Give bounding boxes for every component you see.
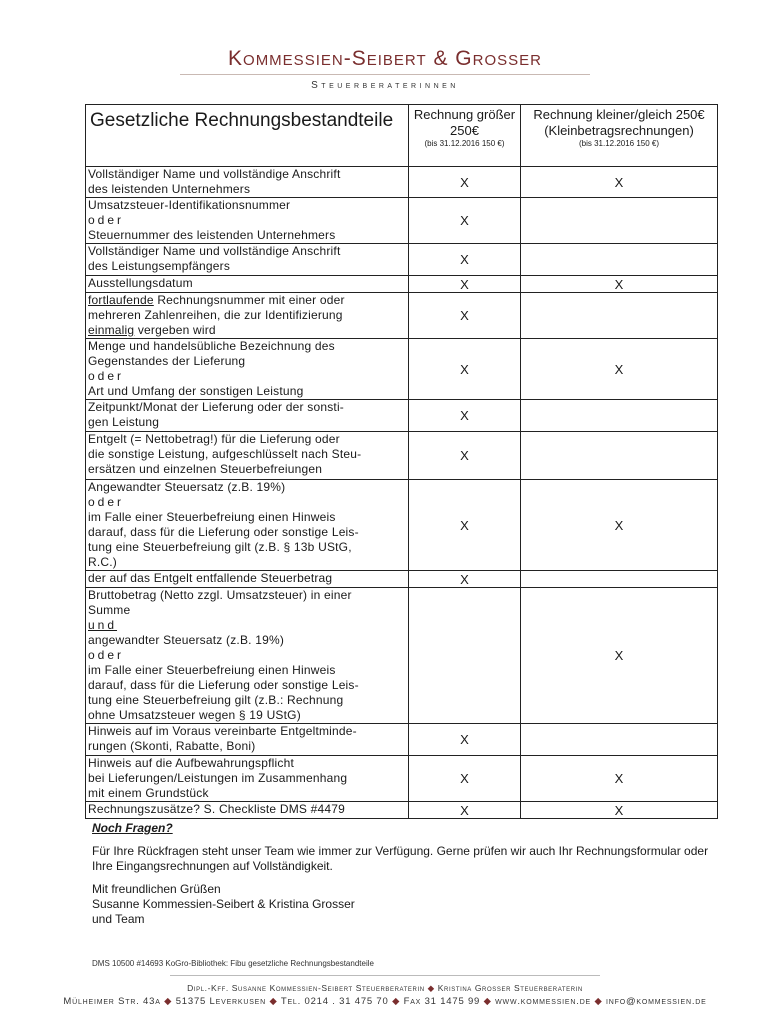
requirement-line: ersätzen und einzelnen Steuerbefreiungen: [88, 462, 323, 476]
requirement-text: [86, 339, 409, 400]
requirement-line: Hinweis auf im Voraus vereinbarte Entgeltminde-: [88, 724, 357, 738]
table-row: [86, 276, 718, 293]
large-invoice-mark: X: [409, 293, 521, 339]
large-invoice-mark: [409, 588, 521, 724]
table-row: [86, 802, 718, 819]
requirement-line: oder: [88, 648, 125, 662]
requirement-text: [86, 244, 409, 276]
requirement-line: Menge und handelsübliche Bezeichnung des: [88, 339, 335, 353]
company-subtitle: Steuerberaterinnen: [311, 80, 459, 91]
table-row: [86, 198, 718, 244]
requirement-line: oder: [88, 213, 125, 227]
closing-paragraph: Für Ihre Rückfragen steht unser Team wie immer zur Verfügung. Gerne prüfen wir auch Ihr Rechnungsformular oder Ihre Eingangsrechnungen auf Vollständigkeit.: [92, 844, 709, 873]
large-invoice-mark: X: [409, 432, 521, 480]
requirement-line: angewandter Steuersatz (z.B. 19%): [88, 633, 285, 647]
large-invoice-mark: X: [409, 400, 521, 432]
requirement-line: des leistenden Unternehmers: [88, 182, 251, 196]
large-invoice-mark: X: [409, 339, 521, 400]
table-row: [86, 724, 718, 756]
requirement-text: [86, 276, 409, 293]
requirement-line: Ausstellungsdatum: [88, 276, 193, 290]
diamond-icon: ◆: [483, 996, 496, 1007]
small-invoice-mark: X: [521, 480, 718, 571]
requirement-line: darauf, dass für die Lieferung oder sonstige Leis-: [88, 525, 359, 539]
requirement-line: Umsatzsteuer-Identifikationsnummer: [88, 198, 291, 212]
header-item: Gesetzliche Rechnungsbestandteile: [86, 105, 409, 167]
requirement-line: Angewandter Steuersatz (z.B. 19%): [88, 480, 286, 494]
requirement-line: oder: [88, 369, 125, 383]
footer-partner-2: Kristina Grosser Steuerberaterin: [437, 983, 583, 993]
requirement-line: im Falle einer Steuerbefreiung einen Hinweis: [88, 510, 336, 524]
requirement-text: [86, 724, 409, 756]
table-row: [86, 571, 718, 588]
requirement-line: Rechnungszusätze? S. Checkliste DMS #4479: [88, 802, 346, 816]
requirement-line: Zeitpunkt/Monat der Lieferung oder der sonsti-: [88, 400, 345, 414]
company-name: Kommessien-Seibert & Grosser: [228, 47, 542, 70]
requirement-line: darauf, dass für die Lieferung oder sonstige Leis-: [88, 678, 359, 692]
signature-block: [92, 882, 712, 927]
requirement-line: einmalig: [88, 323, 135, 337]
document-reference: DMS 10500 #14693 KoGro-Bibliothek: Fibu gesetzliche Rechnungsbestandteile: [92, 959, 374, 968]
diamond-icon: ◆: [269, 996, 281, 1007]
requirement-line: des Leistungsempfängers: [88, 259, 231, 273]
table-row: [86, 293, 718, 339]
table-row: [86, 588, 718, 724]
requirement-line: mit einem Grundstück: [88, 786, 209, 800]
requirement-line: gen Leistung: [88, 415, 160, 429]
footer-phone: Tel. 0214 . 31 475 70: [280, 996, 389, 1007]
requirement-line: Gegenstandes der Lieferung: [88, 354, 246, 368]
requirement-line: im Falle einer Steuerbefreiung einen Hinweis: [88, 663, 336, 677]
small-invoice-mark: X: [521, 339, 718, 400]
large-invoice-mark: X: [409, 167, 521, 198]
table-row: [86, 756, 718, 802]
large-invoice-mark: X: [409, 571, 521, 588]
letterhead-divider: [180, 74, 590, 75]
small-invoice-mark: [521, 724, 718, 756]
requirement-line: Steuernummer des leistenden Unternehmers: [88, 228, 336, 242]
header-small-invoice: [521, 105, 718, 167]
requirement-line: tung eine Steuerbefreiung gilt (z.B.: Rechnung: [88, 693, 344, 707]
requirement-text: [86, 167, 409, 198]
large-invoice-mark: X: [409, 802, 521, 819]
footer-fax: Fax 31 1475 99: [403, 996, 481, 1007]
large-invoice-mark: X: [409, 198, 521, 244]
requirement-line: Summe: [88, 603, 131, 617]
small-invoice-mark: X: [521, 802, 718, 819]
table-row: [86, 244, 718, 276]
small-invoice-mark: [521, 293, 718, 339]
requirement-line: und: [88, 618, 118, 632]
header-small-title: Rechnung kleiner/gleich 250€ (Kleinbetragsrechnungen): [533, 107, 705, 138]
requirement-line: rungen (Skonti, Rabatte, Boni): [88, 739, 256, 753]
table-row: [86, 167, 718, 198]
footer-partner-1: Dipl.-Kff. Susanne Kommessien-Seibert Steuerberaterin: [187, 983, 425, 993]
requirement-text: [86, 432, 409, 480]
requirement-line: Bruttobetrag (Netto zzgl. Umsatzsteuer) in einer: [88, 588, 352, 602]
small-invoice-mark: [521, 198, 718, 244]
requirement-text: [86, 198, 409, 244]
requirement-text: [86, 588, 409, 724]
diamond-icon: ◆: [427, 983, 438, 993]
requirement-text: [86, 571, 409, 588]
table-row: [86, 480, 718, 571]
small-invoice-mark: [521, 432, 718, 480]
small-invoice-mark: [521, 244, 718, 276]
invoice-requirements-table: [85, 104, 718, 819]
questions-heading: Noch Fragen?: [92, 821, 173, 835]
requirement-text: [86, 756, 409, 802]
small-invoice-mark: X: [521, 276, 718, 293]
small-invoice-mark: X: [521, 588, 718, 724]
requirement-line: tung eine Steuerbefreiung gilt (z.B. § 13b UStG,: [88, 540, 352, 554]
requirement-line: mehreren Zahlenreihen, die zur Identifizierung: [88, 308, 343, 322]
large-invoice-mark: X: [409, 480, 521, 571]
requirement-text: [86, 400, 409, 432]
requirement-line: vergeben wird: [134, 323, 216, 337]
requirement-line: Rechnungsnummer mit einer oder: [153, 293, 345, 307]
footer-email[interactable]: info@kommessien.de: [606, 996, 707, 1007]
footer-website[interactable]: www.kommessien.de: [495, 996, 592, 1007]
requirement-line: ohne Umsatzsteuer wegen § 19 UStG): [88, 708, 301, 722]
diamond-icon: ◆: [392, 996, 404, 1007]
requirement-line: oder: [88, 495, 125, 509]
requirement-text: [86, 802, 409, 819]
footer-city: 51375 Leverkusen: [175, 996, 267, 1007]
small-invoice-mark: [521, 571, 718, 588]
requirement-line: Vollständiger Name und vollständige Anschrift: [88, 167, 341, 181]
requirement-line: Vollständiger Name und vollständige Anschrift: [88, 244, 341, 258]
table-header-row: [86, 105, 718, 167]
table-row: [86, 339, 718, 400]
large-invoice-mark: X: [409, 724, 521, 756]
small-invoice-mark: [521, 400, 718, 432]
footer-line-1: [0, 983, 770, 994]
signer-team: und Team: [92, 912, 145, 926]
requirement-line: Entgelt (= Nettobetrag!) für die Lieferung oder: [88, 432, 340, 446]
footer-address: Mülheimer Str. 43a: [63, 996, 161, 1007]
diamond-icon: ◆: [164, 996, 176, 1007]
diamond-icon: ◆: [594, 996, 607, 1007]
header-large-note: (bis 31.12.2016 150 €): [424, 139, 505, 148]
large-invoice-mark: X: [409, 276, 521, 293]
requirement-line: bei Lieferungen/Leistungen im Zusammenhang: [88, 771, 348, 785]
table-row: [86, 400, 718, 432]
requirement-line: Art und Umfang der sonstigen Leistung: [88, 384, 304, 398]
table-row: [86, 432, 718, 480]
header-large-title: Rechnung größer 250€: [413, 107, 516, 138]
requirement-line: fortlaufende: [88, 293, 154, 307]
requirement-line: die sonstige Leistung, aufgeschlüsselt nach Steu-: [88, 447, 362, 461]
header-small-note: (bis 31.12.2016 150 €): [578, 139, 660, 148]
footer-divider: [170, 975, 600, 976]
large-invoice-mark: X: [409, 756, 521, 802]
signer-names: Susanne Kommessien-Seibert & Kristina Grosser: [92, 897, 355, 911]
footer-line-2: [0, 996, 770, 1007]
large-invoice-mark: X: [409, 244, 521, 276]
requirement-text: [86, 293, 409, 339]
requirement-line: der auf das Entgelt entfallende Steuerbetrag: [88, 571, 333, 585]
requirement-text: [86, 480, 409, 571]
header-large-invoice: [409, 105, 521, 167]
small-invoice-mark: X: [521, 167, 718, 198]
requirement-line: Hinweis auf die Aufbewahrungspflicht: [88, 756, 294, 770]
requirement-line: R.C.): [88, 555, 117, 569]
greeting: Mit freundlichen Grüßen: [92, 882, 221, 896]
small-invoice-mark: X: [521, 756, 718, 802]
